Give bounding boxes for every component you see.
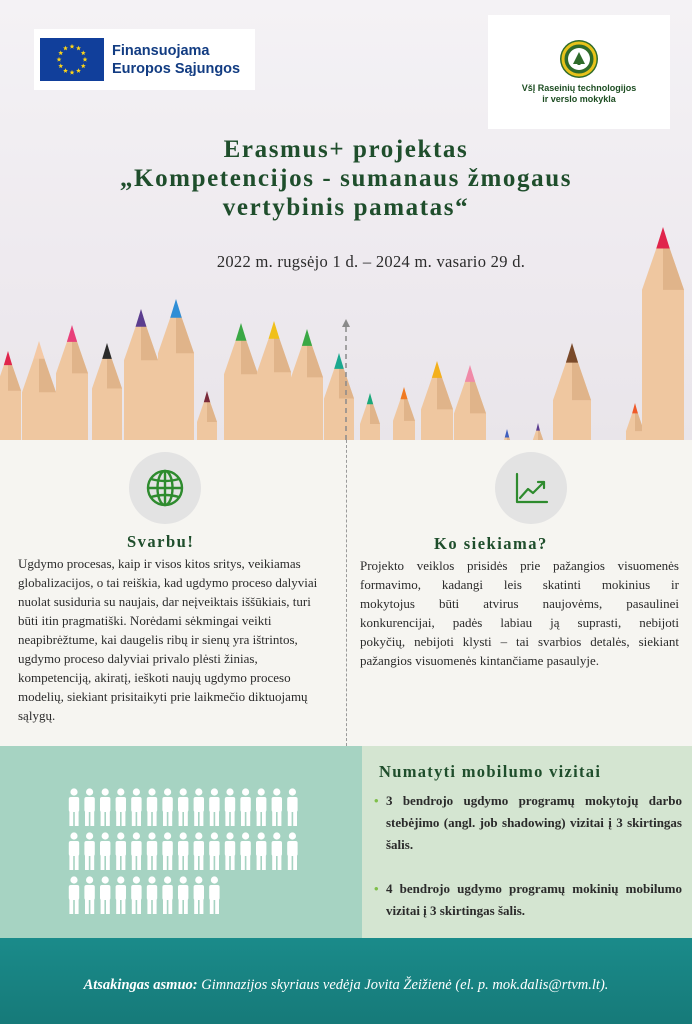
school-name-line2: ir verslo mokykla (542, 94, 616, 104)
goals-text-line: formavimo, kadangi leis skatinti mokinius ir (360, 577, 679, 592)
person-icon (287, 832, 297, 870)
globe-icon (129, 452, 201, 524)
project-title-line2: „Kompetencijos - sumanaus žmogaus (119, 165, 573, 192)
person-icon (240, 788, 250, 826)
school-logo-badge (488, 15, 670, 129)
eu-flag-icon (40, 38, 104, 81)
important-text-line: ugdymo proceso dalyviai privalo plėsti žinias, (18, 651, 258, 666)
person-icon (131, 832, 141, 870)
person-icon (84, 876, 94, 914)
person-icon (194, 832, 204, 870)
person-icon (69, 788, 79, 826)
person-icon (131, 876, 141, 914)
important-text-line: neapibrėžtume, kai daugelis ribų ir sienų yra ištrintos, (18, 632, 298, 647)
eu-star-icon (70, 44, 75, 49)
person-icon (116, 876, 126, 914)
column-divider (346, 440, 347, 746)
footer-contact (0, 938, 692, 1024)
important-text-line: Ugdymo procesas, kaip ir visos kitos sritys, veikiamas (18, 556, 301, 571)
person-icon (116, 832, 126, 870)
project-dates: 2022 m. rugsėjo 1 d. – 2024 m. vasario 29 d. (216, 252, 526, 271)
people-group-icon (66, 788, 316, 918)
person-icon (209, 832, 219, 870)
pencil (197, 391, 217, 440)
mobility-item-students: • 4 bendrojo ugdymo programų mokinių mobilumo vizitai į 3 skirtingas šalis. (372, 878, 682, 922)
goals-text-line: pažangios visuomenės kintančiame pasaulyje. (360, 653, 599, 668)
person-icon (209, 788, 219, 826)
eu-funding-badge (34, 29, 255, 90)
important-text-line: modelių, siekiant prisitaikyti prie laikmečio diktuojamų (18, 689, 308, 704)
important-text-line: nuolat susiduria su naujais, dar neįveiktais iššūkiais, turi (18, 594, 311, 609)
pencil (224, 323, 258, 440)
goals-text (360, 556, 679, 670)
eu-funding-line2: Europos Sąjungos (112, 61, 241, 77)
arrow-up-icon (342, 319, 350, 327)
pencil (553, 343, 591, 440)
person-icon (100, 788, 110, 826)
person-icon (147, 832, 157, 870)
person-icon (287, 788, 297, 826)
eu-star-icon (70, 70, 75, 75)
person-icon (162, 788, 172, 826)
person-icon (272, 832, 282, 870)
eu-funding-text (112, 42, 240, 78)
important-text (18, 554, 338, 725)
eu-star-icon (58, 50, 63, 55)
pencil (626, 403, 644, 440)
pencil (92, 343, 122, 440)
pencil (360, 393, 380, 440)
important-text-line: globalizacijos, o tai reiškia, kad ugdymo proceso dalyviai (18, 575, 318, 590)
pencil (642, 227, 684, 440)
person-icon (100, 876, 110, 914)
pencil (454, 365, 486, 440)
person-icon (100, 832, 110, 870)
person-icon (69, 832, 79, 870)
important-text-line: kompetenciją, akiratį, ieškoti naujų ugdymo proceso (18, 670, 291, 685)
person-icon (178, 876, 188, 914)
important-title: Svarbu! (127, 532, 195, 551)
person-icon (178, 788, 188, 826)
responsible-person-label: Atsakingas asmuo: (83, 977, 198, 993)
hero-banner (0, 0, 692, 440)
eu-star-icon (76, 68, 81, 73)
mobility-title: Numatyti mobilumo vizitai (379, 762, 602, 781)
eu-star-icon (76, 46, 81, 51)
info-columns (0, 440, 692, 746)
goals-text-line: pokyčių, nebijoti klysti – tai svarbios detalės, siekiant (360, 634, 679, 649)
project-title (96, 135, 596, 222)
pencil (22, 341, 56, 440)
person-icon (240, 832, 250, 870)
person-icon (69, 876, 79, 914)
person-icon (131, 788, 141, 826)
goals-text-line: mokytojus būti atvirus naujovėms, pasaulinei (360, 596, 679, 611)
goals-title: Ko siekiama? (434, 534, 548, 553)
person-icon (147, 788, 157, 826)
pencil (124, 309, 158, 440)
eu-star-icon (81, 63, 86, 68)
eu-funding-line1: Finansuojama (112, 43, 210, 59)
pencil (532, 423, 544, 440)
person-icon (256, 788, 266, 826)
pencil (421, 361, 453, 440)
school-emblem-icon (559, 39, 599, 79)
project-title-line1: Erasmus+ projektas (223, 136, 469, 163)
pencil (56, 325, 88, 440)
eu-star-icon (83, 57, 88, 62)
project-title-line3: vertybinis pamatas“ (222, 194, 470, 221)
school-name-line1: VšĮ Raseinių technologijos (521, 83, 637, 93)
eu-star-icon (63, 68, 68, 73)
person-icon (194, 876, 204, 914)
person-icon (178, 832, 188, 870)
person-icon (162, 832, 172, 870)
person-icon (256, 832, 266, 870)
important-text-line: sąlygų. (18, 708, 56, 723)
eu-star-icon (81, 50, 86, 55)
person-icon (209, 876, 219, 914)
mobility-list (372, 790, 682, 922)
person-icon (194, 788, 204, 826)
mobility-item-teachers: • 3 bendrojo ugdymo programų mokytojų darbo stebėjimo (angl. job shadowing) vizitai į 3 skirtingas šalis. (372, 790, 682, 856)
pencil (257, 321, 291, 440)
pencil (393, 387, 415, 440)
school-name (488, 83, 670, 105)
person-icon (225, 832, 235, 870)
pencil (158, 299, 194, 440)
important-text-line: būti itin pragmatiški. Norėdami sėkmingai veikti (18, 613, 272, 628)
person-icon (272, 788, 282, 826)
person-icon (84, 788, 94, 826)
person-icon (162, 876, 172, 914)
person-icon (116, 788, 126, 826)
pencil (291, 329, 323, 440)
responsible-person-details: Gimnazijos skyriaus vedėja Jovita Žeižienė (el. p. mok.dalis@rtvm.lt). (197, 977, 609, 993)
pencil (0, 351, 21, 440)
person-icon (147, 876, 157, 914)
goals-text-line: Projekto veiklos prisidės prie pažangios visuomenės (360, 558, 679, 573)
eu-star-icon (58, 63, 63, 68)
eu-star-icon (63, 46, 68, 51)
pencil (324, 353, 354, 440)
goals-text-line: konkurencijai, padės labiau ją suprasti, nebijoti (360, 615, 679, 630)
responsible-person (0, 977, 692, 994)
person-icon (84, 832, 94, 870)
eu-star-icon (57, 57, 62, 62)
pencil (500, 429, 514, 440)
colored-pencils-image (0, 215, 692, 440)
growth-chart-icon (495, 452, 567, 524)
person-icon (225, 788, 235, 826)
